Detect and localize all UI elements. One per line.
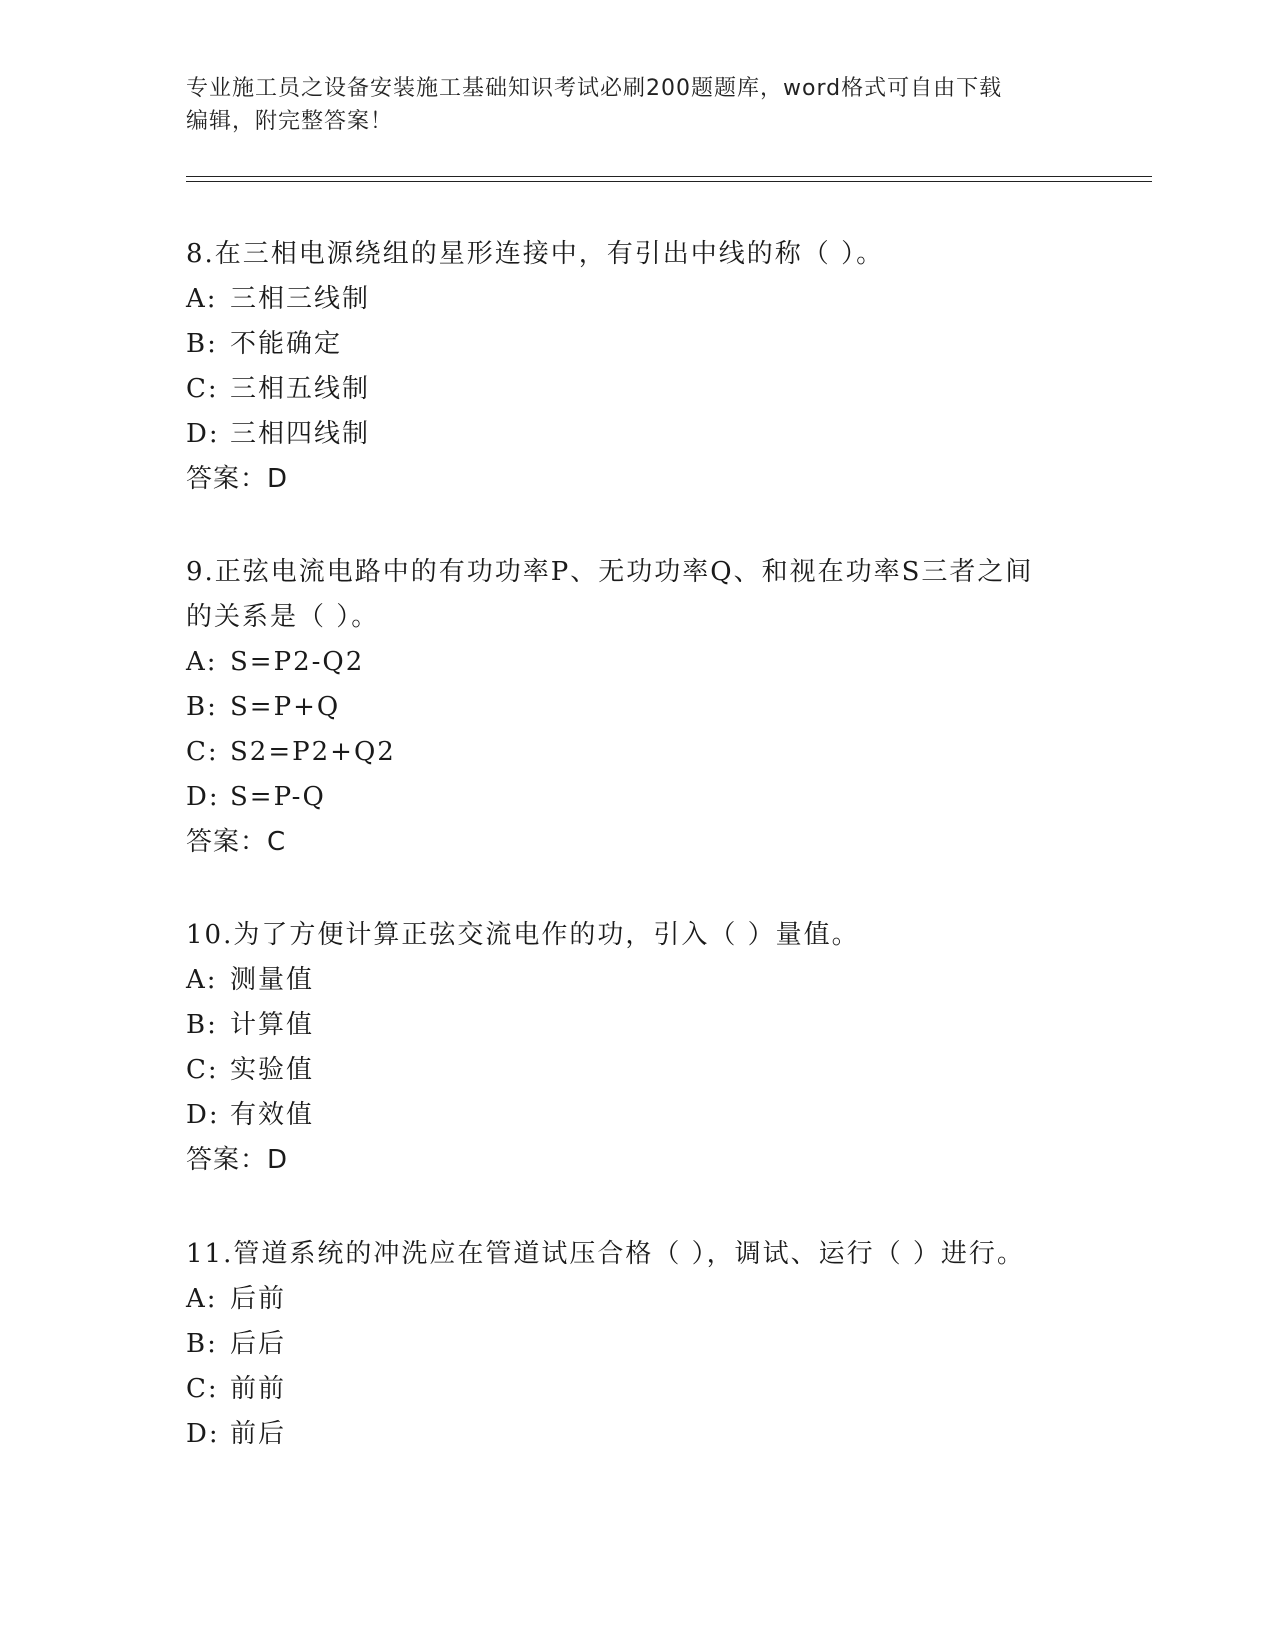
option-a: [186, 277, 1086, 322]
question-text: [186, 232, 1086, 277]
option-text: 前前: [230, 1374, 287, 1404]
option-text: 有效值: [230, 1100, 315, 1130]
header-divider-top: [186, 176, 1152, 177]
header-divider-bottom: [186, 181, 1152, 182]
option-text: 前后: [230, 1419, 287, 1449]
answer-line: 答案：D: [186, 1145, 289, 1175]
question-text-line: 9.正弦电流电路中的有功功率P、无功功率Q、和视在功率S三者之间: [186, 557, 1034, 587]
option-letter: B:: [186, 329, 218, 359]
option-c: [186, 1048, 1086, 1093]
option-text: 不能确定: [230, 329, 343, 359]
option-d: [186, 412, 1086, 457]
question-text-line: 11.管道系统的冲洗应在管道试压合格（ ），调试、运行（ ）进行。: [186, 1239, 1025, 1269]
option-letter: C:: [186, 737, 219, 767]
option-a: [186, 640, 1086, 685]
question-text-line: 8.在三相电源绕组的星形连接中，有引出中线的称（ ）。: [186, 239, 885, 269]
option-letter: D:: [186, 419, 220, 449]
option-text: 测量值: [230, 965, 315, 995]
option-b: [186, 685, 1086, 730]
question-8: [186, 232, 1086, 502]
question-text-line: 的关系是（ ）。: [186, 602, 380, 632]
option-text: S=P2-Q2: [230, 647, 365, 677]
option-letter: B:: [186, 1329, 218, 1359]
option-letter: A:: [186, 284, 218, 314]
answer-line: 答案：C: [186, 827, 287, 857]
option-text: 后前: [230, 1284, 287, 1314]
option-text: 三相三线制: [230, 284, 371, 314]
option-b: [186, 1003, 1086, 1048]
question-11: [186, 1232, 1086, 1457]
option-d: [186, 1412, 1086, 1457]
option-letter: D:: [186, 1100, 220, 1130]
option-text: 后后: [230, 1329, 287, 1359]
question-text: [186, 913, 1086, 958]
option-text: S2=P2+Q2: [230, 737, 396, 767]
option-c: [186, 730, 1086, 775]
option-text: S=P+Q: [230, 692, 341, 722]
question-text-line: 10.为了方便计算正弦交流电作的功，引入（ ）量值。: [186, 920, 860, 950]
document-header: [186, 72, 1066, 138]
option-letter: C:: [186, 1055, 219, 1085]
option-text: 三相四线制: [230, 419, 371, 449]
header-line-2: 编辑，附完整答案！: [186, 109, 394, 134]
option-letter: A:: [186, 647, 218, 677]
option-a: [186, 958, 1086, 1003]
answer-line: 答案：D: [186, 464, 289, 494]
option-letter: A:: [186, 1284, 218, 1314]
option-letter: D:: [186, 1419, 220, 1449]
option-c: [186, 1367, 1086, 1412]
option-letter: A:: [186, 965, 218, 995]
option-d: [186, 1093, 1086, 1138]
option-letter: C:: [186, 1374, 219, 1404]
option-text: 实验值: [230, 1055, 315, 1085]
option-text: S=P-Q: [230, 782, 326, 812]
option-d: [186, 775, 1086, 820]
question-text: [186, 550, 1086, 640]
option-letter: D:: [186, 782, 220, 812]
question-9: [186, 550, 1086, 865]
option-letter: C:: [186, 374, 219, 404]
header-line-1: 专业施工员之设备安装施工基础知识考试必刷200题题库，word格式可自由下载: [186, 76, 1003, 101]
option-letter: B:: [186, 1010, 218, 1040]
question-10: [186, 913, 1086, 1183]
option-text: 三相五线制: [230, 374, 371, 404]
option-letter: B:: [186, 692, 218, 722]
option-b: [186, 1322, 1086, 1367]
option-text: 计算值: [230, 1010, 315, 1040]
option-b: [186, 322, 1086, 367]
question-text: [186, 1232, 1086, 1277]
option-a: [186, 1277, 1086, 1322]
option-c: [186, 367, 1086, 412]
